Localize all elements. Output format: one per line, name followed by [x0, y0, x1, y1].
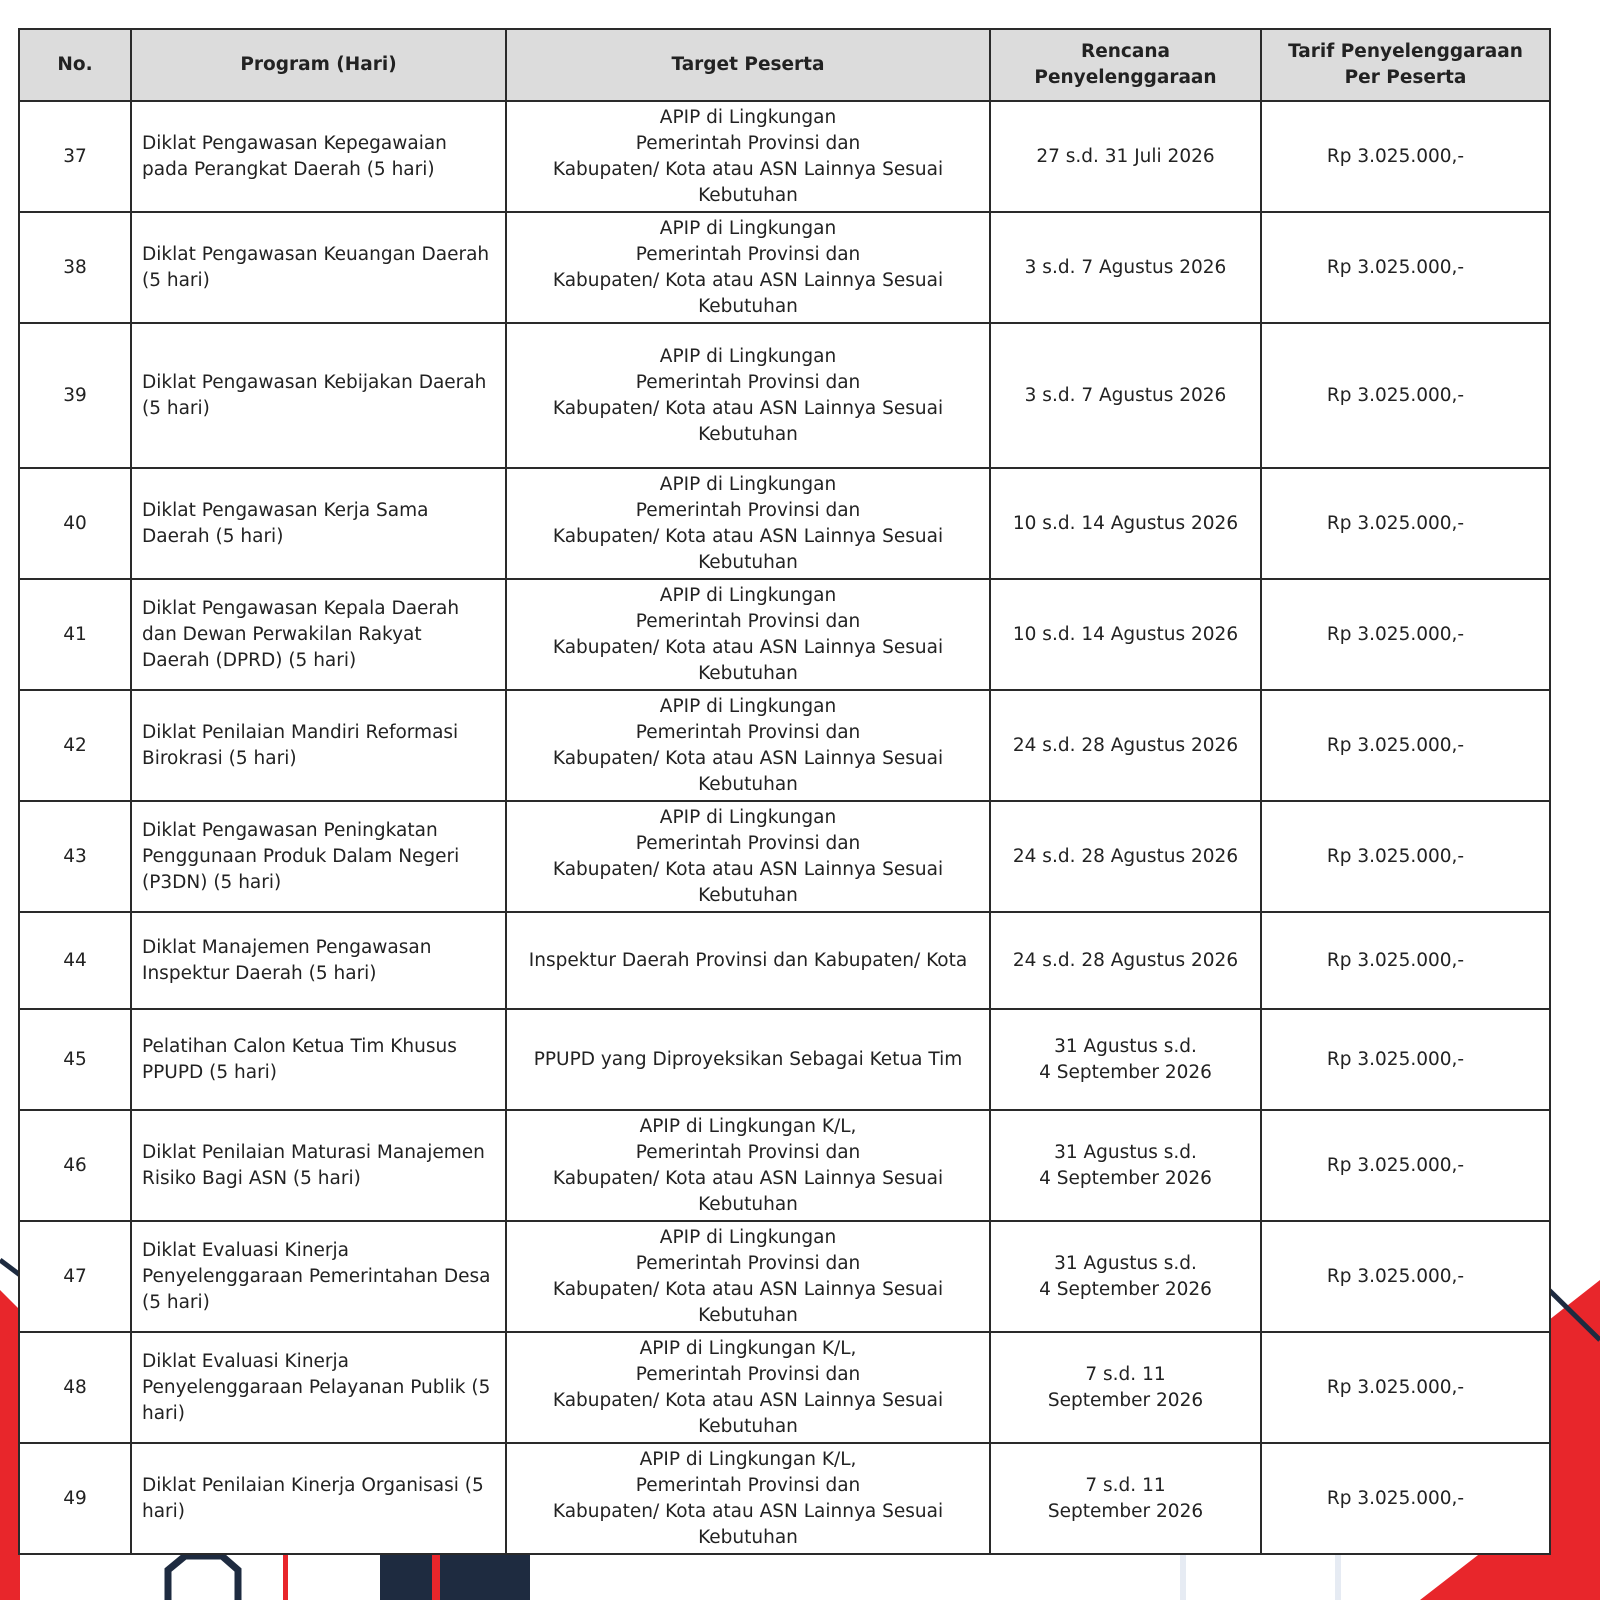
- cell-no: 39: [19, 323, 131, 468]
- cell-program: Diklat Pengawasan Keuangan Daerah (5 hari): [131, 212, 506, 323]
- cell-date: 10 s.d. 14 Agustus 2026: [990, 579, 1261, 690]
- cell-tarif: Rp 3.025.000,-: [1261, 690, 1550, 801]
- cell-date: 24 s.d. 28 Agustus 2026: [990, 690, 1261, 801]
- cell-program: Diklat Pengawasan Kepegawaian pada Perangkat Daerah (5 hari): [131, 101, 506, 212]
- cell-no: 38: [19, 212, 131, 323]
- cell-tarif: Rp 3.025.000,-: [1261, 1443, 1550, 1554]
- cell-target: APIP di Lingkungan Pemerintah Provinsi dan Kabupaten/ Kota atau ASN Lainnya Sesuai Kebutuhan: [506, 579, 990, 690]
- cell-program: Diklat Pengawasan Peningkatan Penggunaan Produk Dalam Negeri (P3DN) (5 hari): [131, 801, 506, 912]
- cell-target: APIP di Lingkungan K/L, Pemerintah Provinsi dan Kabupaten/ Kota atau ASN Lainnya Sesuai Kebutuhan: [506, 1443, 990, 1554]
- cell-date: 24 s.d. 28 Agustus 2026: [990, 801, 1261, 912]
- header-date: Rencana Penyelenggaraan: [990, 29, 1261, 101]
- cell-no: 40: [19, 468, 131, 579]
- header-no: No.: [19, 29, 131, 101]
- cell-date: 7 s.d. 11 September 2026: [990, 1332, 1261, 1443]
- cell-program: Diklat Pengawasan Kepala Daerah dan Dewan Perwakilan Rakyat Daerah (DPRD) (5 hari): [131, 579, 506, 690]
- cell-no: 47: [19, 1221, 131, 1332]
- cell-no: 45: [19, 1009, 131, 1110]
- header-tarif: Tarif Penyelenggaraan Per Peserta: [1261, 29, 1550, 101]
- cell-tarif: Rp 3.025.000,-: [1261, 801, 1550, 912]
- cell-tarif: Rp 3.025.000,-: [1261, 1110, 1550, 1221]
- cell-tarif: Rp 3.025.000,-: [1261, 579, 1550, 690]
- cell-program: Diklat Evaluasi Kinerja Penyelenggaraan Pemerintahan Desa (5 hari): [131, 1221, 506, 1332]
- table-row: [19, 323, 1550, 468]
- cell-no: 43: [19, 801, 131, 912]
- red-bar-bottom: [432, 1553, 440, 1600]
- cell-no: 37: [19, 101, 131, 212]
- table-header-row: [19, 29, 1550, 101]
- table-row: [19, 690, 1550, 801]
- cell-tarif: Rp 3.025.000,-: [1261, 101, 1550, 212]
- cell-target: APIP di Lingkungan Pemerintah Provinsi dan Kabupaten/ Kota atau ASN Lainnya Sesuai Kebutuhan: [506, 690, 990, 801]
- navy-stroke-left: [0, 1260, 20, 1275]
- table-row: [19, 1009, 1550, 1110]
- cell-no: 42: [19, 690, 131, 801]
- cell-no: 41: [19, 579, 131, 690]
- table-row: [19, 101, 1550, 212]
- cell-tarif: Rp 3.025.000,-: [1261, 323, 1550, 468]
- cell-date: 7 s.d. 11 September 2026: [990, 1443, 1261, 1554]
- cell-program: Diklat Penilaian Kinerja Organisasi (5 hari): [131, 1443, 506, 1554]
- cell-target: APIP di Lingkungan K/L, Pemerintah Provinsi dan Kabupaten/ Kota atau ASN Lainnya Sesuai Kebutuhan: [506, 1332, 990, 1443]
- light-bar-bottom-2: [1335, 1553, 1341, 1600]
- cell-tarif: Rp 3.025.000,-: [1261, 212, 1550, 323]
- cell-date: 27 s.d. 31 Juli 2026: [990, 101, 1261, 212]
- cell-date: 3 s.d. 7 Agustus 2026: [990, 212, 1261, 323]
- table-row: [19, 1221, 1550, 1332]
- cell-tarif: Rp 3.025.000,-: [1261, 468, 1550, 579]
- table-row: [19, 468, 1550, 579]
- cell-date: 3 s.d. 7 Agustus 2026: [990, 323, 1261, 468]
- cell-program: Diklat Manajemen Pengawasan Inspektur Daerah (5 hari): [131, 912, 506, 1009]
- cell-program: Diklat Pengawasan Kerja Sama Daerah (5 hari): [131, 468, 506, 579]
- cell-tarif: Rp 3.025.000,-: [1261, 1009, 1550, 1110]
- training-schedule-table: [18, 28, 1551, 1555]
- table-row: [19, 801, 1550, 912]
- table-row: [19, 1110, 1550, 1221]
- cell-program: Diklat Penilaian Mandiri Reformasi Birokrasi (5 hari): [131, 690, 506, 801]
- cell-program: Pelatihan Calon Ketua Tim Khusus PPUPD (5 hari): [131, 1009, 506, 1110]
- cell-date: 10 s.d. 14 Agustus 2026: [990, 468, 1261, 579]
- cell-target: APIP di Lingkungan Pemerintah Provinsi dan Kabupaten/ Kota atau ASN Lainnya Sesuai Kebutuhan: [506, 212, 990, 323]
- cell-target: PPUPD yang Diproyeksikan Sebagai Ketua Tim: [506, 1009, 990, 1110]
- header-program: Program (Hari): [131, 29, 506, 101]
- table-row: [19, 579, 1550, 690]
- cell-target: APIP di Lingkungan Pemerintah Provinsi dan Kabupaten/ Kota atau ASN Lainnya Sesuai Kebutuhan: [506, 468, 990, 579]
- cell-target: Inspektur Daerah Provinsi dan Kabupaten/ Kota: [506, 912, 990, 1009]
- cell-date: 31 Agustus s.d. 4 September 2026: [990, 1009, 1261, 1110]
- cell-target: APIP di Lingkungan Pemerintah Provinsi dan Kabupaten/ Kota atau ASN Lainnya Sesuai Kebutuhan: [506, 101, 990, 212]
- navy-hex-bottom: [168, 1556, 238, 1600]
- table-row: [19, 912, 1550, 1009]
- table-row: [19, 1332, 1550, 1443]
- cell-no: 48: [19, 1332, 131, 1443]
- light-bar-bottom: [1180, 1553, 1186, 1600]
- cell-program: Diklat Pengawasan Kebijakan Daerah (5 hari): [131, 323, 506, 468]
- cell-target: APIP di Lingkungan Pemerintah Provinsi dan Kabupaten/ Kota atau ASN Lainnya Sesuai Kebutuhan: [506, 323, 990, 468]
- cell-target: APIP di Lingkungan Pemerintah Provinsi dan Kabupaten/ Kota atau ASN Lainnya Sesuai Kebutuhan: [506, 1221, 990, 1332]
- cell-tarif: Rp 3.025.000,-: [1261, 1221, 1550, 1332]
- cell-tarif: Rp 3.025.000,-: [1261, 912, 1550, 1009]
- navy-block-bottom: [380, 1553, 530, 1600]
- cell-no: 46: [19, 1110, 131, 1221]
- table-row: [19, 1443, 1550, 1554]
- cell-no: 49: [19, 1443, 131, 1554]
- table-row: [19, 212, 1550, 323]
- cell-target: APIP di Lingkungan Pemerintah Provinsi dan Kabupaten/ Kota atau ASN Lainnya Sesuai Kebutuhan: [506, 801, 990, 912]
- red-shape-left: [0, 1290, 20, 1600]
- cell-no: 44: [19, 912, 131, 1009]
- cell-target: APIP di Lingkungan K/L, Pemerintah Provinsi dan Kabupaten/ Kota atau ASN Lainnya Sesuai Kebutuhan: [506, 1110, 990, 1221]
- header-target: Target Peserta: [506, 29, 990, 101]
- cell-program: Diklat Penilaian Maturasi Manajemen Risiko Bagi ASN (5 hari): [131, 1110, 506, 1221]
- cell-program: Diklat Evaluasi Kinerja Penyelenggaraan Pelayanan Publik (5 hari): [131, 1332, 506, 1443]
- cell-date: 24 s.d. 28 Agustus 2026: [990, 912, 1261, 1009]
- cell-tarif: Rp 3.025.000,-: [1261, 1332, 1550, 1443]
- cell-date: 31 Agustus s.d. 4 September 2026: [990, 1110, 1261, 1221]
- red-line-bottom: [283, 1553, 288, 1600]
- cell-date: 31 Agustus s.d. 4 September 2026: [990, 1221, 1261, 1332]
